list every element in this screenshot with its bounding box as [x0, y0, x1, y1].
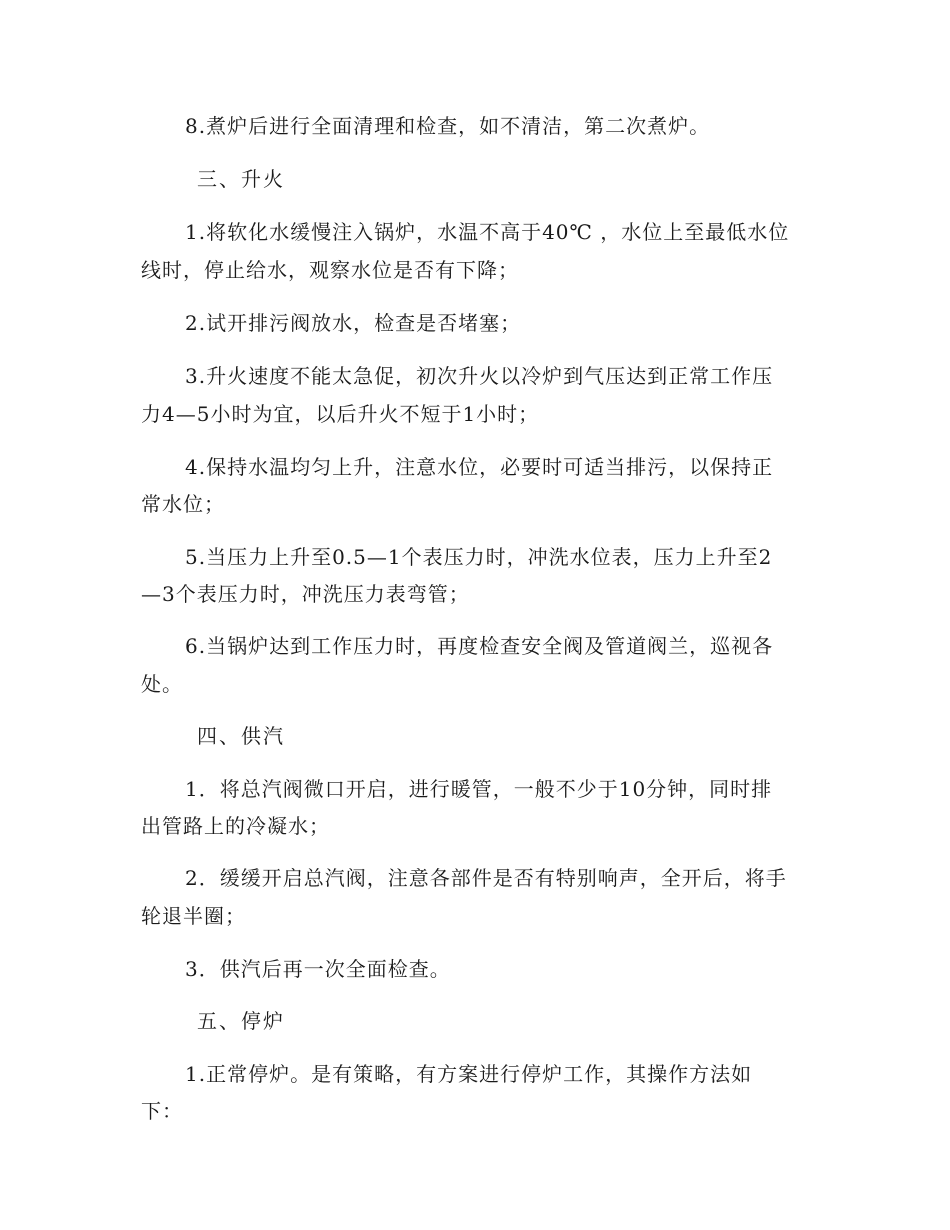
section-heading-steam-supply: 四、供汽 [197, 724, 285, 748]
paragraph-3-ignition-speed-line1: 3.升火速度不能太急促，初次升火以冷炉到气压达到正常工作压 [185, 364, 774, 388]
paragraph-6-working-pressure-line1: 6.当锅炉达到工作压力时，再度检查安全阀及管道阀兰，巡视各 [185, 634, 774, 658]
paragraph-5-pressure-rise-line1: 5.当压力上升至0.5—1个表压力时，冲洗水位表，压力上升至2 [185, 545, 773, 569]
section-heading-ignition: 三、升火 [197, 167, 285, 191]
paragraph-2-open-valve-line1: 2．缓缓开启总汽阀，注意各部件是否有特别响声，全开后，将手 [185, 866, 787, 890]
paragraph-1-normal-shutdown-line1: 1.正常停炉。是有策略，有方案进行停炉工作，其操作方法如 [185, 1062, 753, 1086]
paragraph-1-warm-pipe-line2: 出管路上的冷凝水； [141, 814, 330, 838]
paragraph-3-final-check: 3．供汽后再一次全面检查。 [185, 957, 451, 981]
paragraph-2-open-valve-line2: 轮退半圈； [141, 904, 246, 928]
paragraph-5-pressure-rise-line2: —3个表压力时，冲洗压力表弯管； [141, 582, 470, 606]
paragraph-1-normal-shutdown-line2: 下： [141, 1099, 183, 1123]
paragraph-2-blowdown: 2.试开排污阀放水，检查是否堵塞； [185, 311, 522, 335]
paragraph-4-water-temp-line2: 常水位； [141, 492, 225, 516]
paragraph-3-ignition-speed-line2: 力4—5小时为宜，以后升火不短于1小时； [141, 402, 540, 426]
paragraph-4-water-temp-line1: 4.保持水温均匀上升，注意水位，必要时可适当排污，以保持正 [185, 455, 774, 479]
paragraph-1-fill-water-line1: 1.将软化水缓慢注入锅炉，水温不高于40℃ ，水位上至最低水位 [185, 220, 790, 244]
paragraph-8-boil-cleanup: 8.煮炉后进行全面清理和检查，如不清洁，第二次煮炉。 [185, 114, 711, 138]
paragraph-6-working-pressure-line2: 处。 [141, 672, 183, 696]
paragraph-1-warm-pipe-line1: 1．将总汽阀微口开启，进行暖管，一般不少于10分钟，同时排 [185, 777, 773, 801]
paragraph-1-fill-water-line2: 线时，停止给水，观察水位是否有下降； [141, 258, 519, 282]
section-heading-shutdown: 五、停炉 [197, 1009, 285, 1033]
